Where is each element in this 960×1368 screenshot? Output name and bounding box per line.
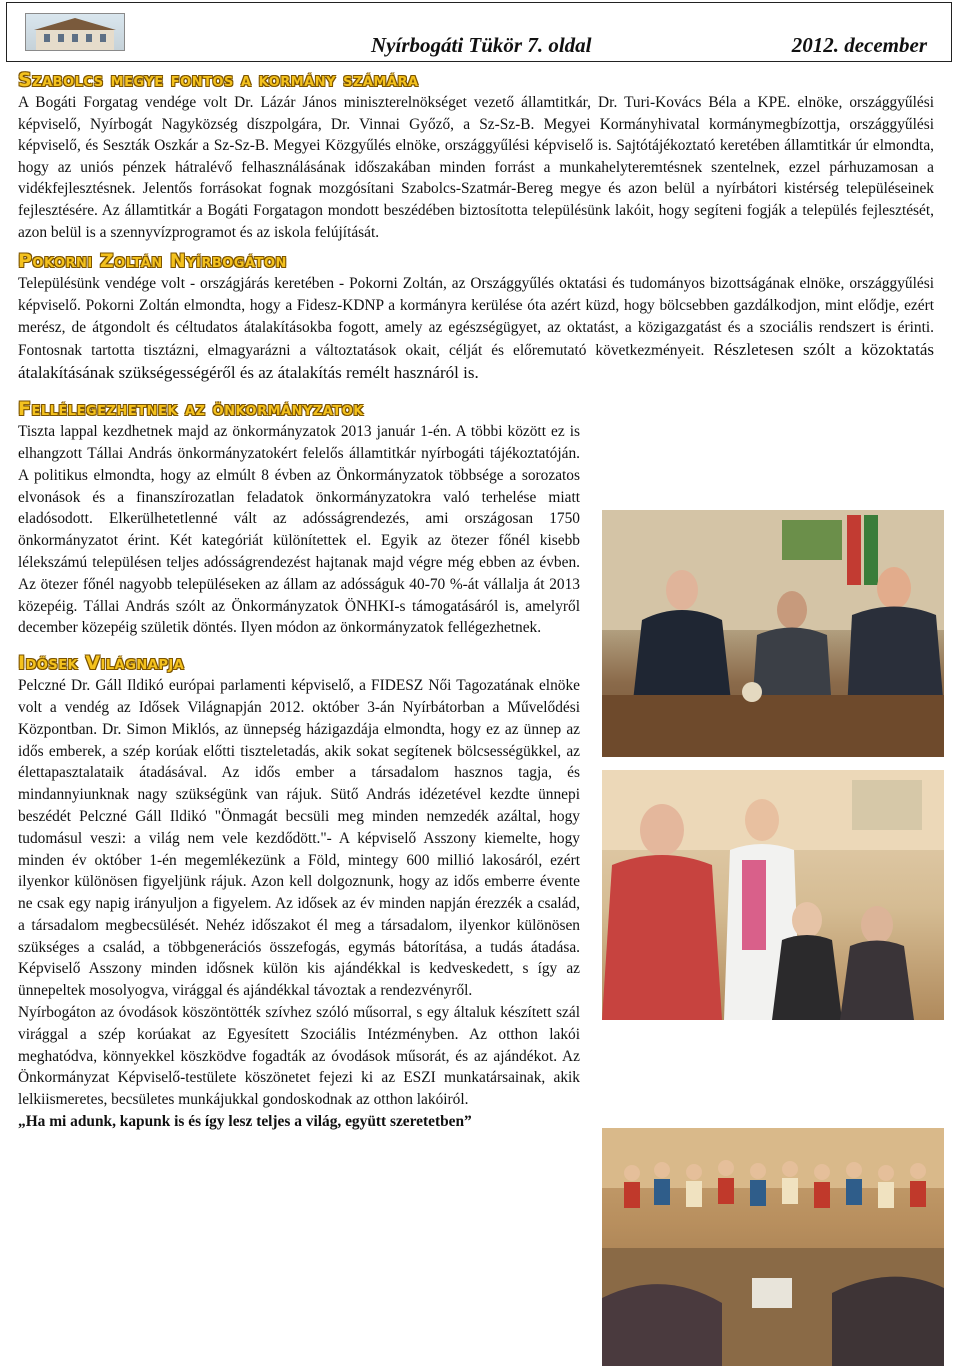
publication-title: Nyírbogáti Tükör 7. oldal [371,33,592,57]
article-title: Pokorni Zoltán Nyírbogáton [18,250,287,273]
elderly-day-photo [602,770,944,1020]
meeting-photo [602,510,944,757]
article-quote: „Ha mi adunk, kapunk is és így lesz teljes a világ, együtt szeretetben” [18,1113,472,1131]
article-title: Idősek Világnapja [18,652,185,675]
article-paragraph: Településünk vendége volt - országjárás keretében - Pokorni Zoltán, az Országgyűlés oktatási és tudományos bizottságának elnöke, országgyűlési képviselő. Pokorni Zoltán elmondta, hogy a Fidesz-KDNP a kormányra kerülése óta azért küzd, hogy bölcsebben gazdálkodjon, mint elődje, ezért merész, de átgondolt és céltudatos átalakításokba fogott, amely az egészségügyet, az oktatást, a közigazgatást és a szociális rendszert is érinti. Fontosnak tartotta tisztázni, elmagyarázni a változtatások okait, célját és előremutató következményeit. Részletesen szólt a közoktatás átalakításának szükségességéről és az átalakítás remélt hasznáról is. [18,275,934,383]
village-logo-icon [25,13,125,51]
publication-date: 2012. december [791,33,927,57]
kindergarten-photo [602,1128,944,1366]
article-paragraph: Nyírbogáton az óvodások köszöntötték szívhez szóló műsorral, s egy általuk készített szál virággal a szép korúakat az Egyesített Szociális Intézményben. Az otthon lakói meghatódva, könnyekkel köszködve fogadták az óvodások műsorát, és az ajándékot. Az Önkormányzat Képviselő-testülete köszönetet fejezi ki az ESZI munkatársainak, akik lelkiismeretes, becsületes munkájukkal gondoskodnak az otthon lakóiról. [18,1004,580,1109]
article-pokorni [18,249,934,385]
article-paragraph: Pelczné Dr. Gáll Ildikó európai parlamenti képviselő, a FIDESZ Női Tagozatának elnöke volt a vendég az Idősek Világnapján 2012. október 3-án Nyírbátorban a Művelődési Központban. Dr. Simon Miklós, az ünnepség házigazdája elmondta, hogy ez az ünnep az idős emberek, a szép korúak előtti tiszteletadás, akik sokat segítenek bölcsességükkel, az élettapasztalataik átadásával. Az idős ember a társadalom hasznos tagja, és mindannyiunknak nagy szükségünk van rájuk. Sütő András idézetével kezdte ünnepi beszédét Pelczné Gáll Ildikó "Önmagát becsüli meg minden nemzedék azáltal, hogy tudomásul veszi: a világ nem vele kezdődött."- A képviselő Asszony kiemelte, hogy minden év október 1-én megemlékezünk a Föld, mintegy 600 millió lakosáról, ezért ilyenkor különösen figyeljünk rájuk. Azon kell dolgoznunk, hogy az idős emberre évente ne csak egy napig irányuljon a figyelem. Az idősek az év minden napján érezzék a család, a társadalom megbecsülését. Nehéz időszakot él meg a társadalom, ilyenkor különösen szükséges a család, a többgenerációs összefogás, egymás bátorítása, a tudás átadása. Képviselő Asszony minden idősnek külön kis ajándékkal is kedveskedett, s így az ünnepeltek mosolyogva, virággal és ajándékkal távoztak a rendezvényről. [18,677,580,1000]
article-title: Fellélegezhetnek az önkormányzatok [18,398,364,421]
article-title: Szabolcs megye fontos a kormány számára [18,69,419,91]
article-paragraph: Tiszta lappal kezdhetnek majd az önkormányzatok 2013 január 1-én. A többi között ez is elhangzott Tállai András önkormányzatokért felelős államtitkár nyírbogáti tájékoztatóján. A politikus elmondta, hogy az elmúlt 8 évben az Önkormányzatok többsége a sorozatos elvonások és a finanszírozatlan feladatok önkormányzatokra való terhelése miatt eladósodott. Elkerülhetetlenné vált az adósságrendezés, ami országosan 1750 önkormányzatot érint. Két kategóriát különítettek el. Egyik az ötezer főnél kisebb lélekszámú településen teljes adósságrendezést hajtanak majd végre még ebben az évben. Az ötezer főnél nagyobb településeken az állam az adósságuk 40-70 %-át vállalja át 2013 közepéig. Tállai András szólt az Önkormányzatok ÖNHKI-s támogatásáról is, amelyről december közepéig születik döntés. Ilyen módon az önkormányzatok fellégezhetnek. [18,423,580,637]
article-paragraph: A Bogáti Forgatag vendége volt Dr. Lázár János miniszterelnökséget vezető államtitkár, Dr. Turi-Kovács Béla a KPE. elnöke, országgyűlési képviselő, Nyírbogát Nagyközség díszpolgára, Dr. Vinnai Győző, a Sz-Sz-B. Megyei Kormányhivatal kormánymegbízottja, országgyűlési képviselő, és Seszták Oszkár a Sz-Sz-B. Megyei Közgyűlés elnöke, országgyűlési képviselő is. Sajtótájékoztató keretében államtitkár úr elmondta, hogy az uniós pénzek hátralévő felhasználásának időszakában minden forrást a munkahelyteremtésnek szentelnek, ezzel párhuzamosan a vidékfejlesztésnek. Jelentős forrásokat fognak mozgósítani Szabolcs-Szatmár-Bereg megye és azon belül a nyírbátori kistérség településeinek fejlesztésére. Az államtitkár a Bogáti Forgatagon mondott beszédében biztosította településünk lakóit, hogy segíteni fogják a település fejlesztését, azon belül is a szennyvízprogramot és az iskola felújítását. [18,94,934,241]
page-header [6,2,952,62]
article-szabolcs [18,68,934,243]
